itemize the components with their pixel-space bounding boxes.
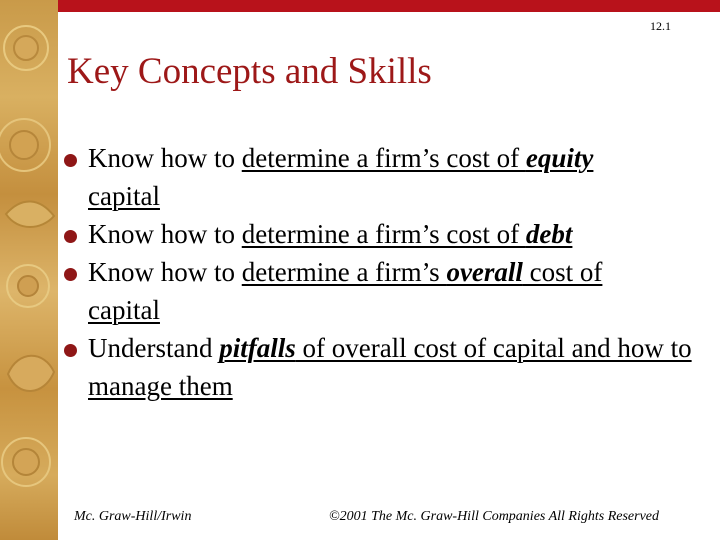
bullet-prefix: Understand [88,333,220,363]
coin-center-4 [18,276,38,296]
bullet-dot [64,230,77,243]
bullet-item-pitfalls [64,329,714,405]
bullet-item-equity [64,139,714,215]
bullet-emphasis-text: pitfalls [219,333,296,363]
coin-center-1 [14,36,38,60]
bullet-suffix-text: cost of [522,257,603,287]
bullet-underlined-text: determine a firm’s [241,257,447,287]
bullet-prefix: Know how to [88,257,242,287]
bullet-prefix: Know how to [88,219,242,249]
coin-shape-5 [8,356,54,391]
bullet-item-debt [64,215,714,253]
bullet-dot [64,344,77,357]
decorative-gold-side-band [0,0,58,540]
bullet-underlined-continuation: capital [88,295,160,325]
footer-publisher: Mc. Graw-Hill/Irwin [74,509,192,524]
bullet-underlined-text: determine a firm’s cost of [241,143,526,173]
bullet-underlined-continuation: capital [88,181,160,211]
coin-pattern-illustration [0,0,58,540]
bullet-dot [64,268,77,281]
coin-center-2 [10,131,38,159]
bullet-dot [64,154,77,167]
slide-title: Key Concepts and Skills [67,51,432,92]
coin-center-6 [13,449,39,475]
bullet-emphasis-text: overall [446,257,523,287]
bullet-emphasis-text: debt [525,219,573,249]
key-concepts-list [64,139,714,405]
coin-shape-3 [6,201,54,227]
bullet-emphasis-text: equity [525,143,594,173]
footer-copyright: ©2001 The Mc. Graw-Hill Companies All Rights Reserved [329,509,660,524]
bullet-underlined-text: of overall cost of capital and how to manage them [88,333,692,401]
bullet-prefix: Know how to [88,143,242,173]
top-red-rule [0,0,720,12]
bullet-underlined-text: determine a firm’s cost of [241,219,526,249]
slide-number: 12.1 [650,19,671,33]
bullet-item-overall [64,253,714,329]
